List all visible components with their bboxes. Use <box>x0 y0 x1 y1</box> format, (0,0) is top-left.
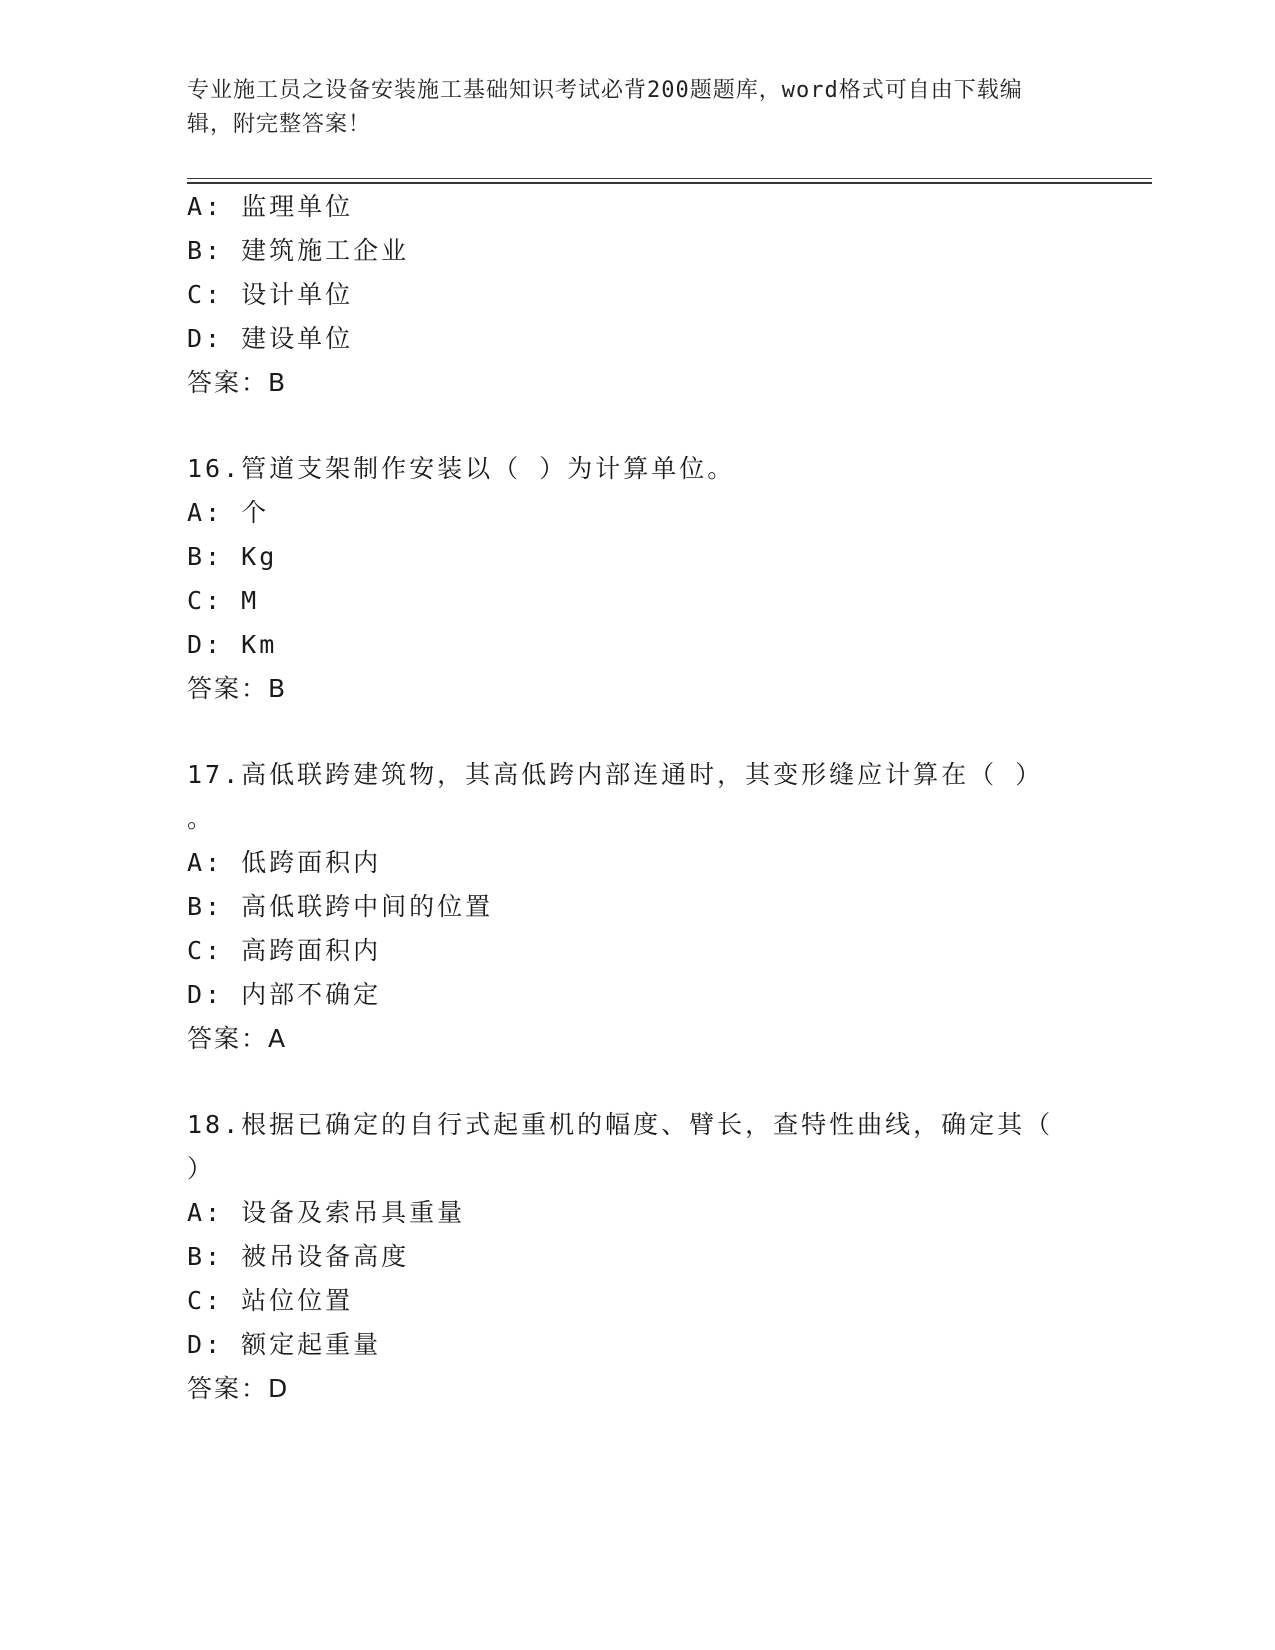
q16-option-a: A: 个 <box>187 498 270 527</box>
q16-option-c: C: M <box>187 586 260 615</box>
q16-option-d: D: Km <box>187 630 278 659</box>
q18-stem-continued: ） <box>187 1154 216 1183</box>
q17-option-b: B: 高低联跨中间的位置 <box>187 892 494 921</box>
q15-option-c: C: 设计单位 <box>187 280 354 309</box>
q17-stem-continued: 。 <box>187 804 216 833</box>
header-divider-thin <box>187 178 1152 179</box>
q18-option-c: C: 站位位置 <box>187 1286 354 1315</box>
header-divider-thick <box>187 182 1152 184</box>
q17-stem: 17.高低联跨建筑物，其高低跨内部连通时，其变形缝应计算在（ ） <box>187 760 1044 789</box>
q15-answer: 答案：B <box>187 368 288 397</box>
q18-option-b: B: 被吊设备高度 <box>187 1242 410 1271</box>
q16-answer: 答案：B <box>187 674 288 703</box>
q17-option-a: A: 低跨面积内 <box>187 848 382 877</box>
q18-option-d: D: 额定起重量 <box>187 1330 382 1359</box>
q17-answer: 答案：A <box>187 1024 288 1053</box>
document-header: 专业施工员之设备安装施工基础知识考试必背200题题库，word格式可自由下载编辑，附完整答案！ <box>187 78 1023 137</box>
q15-option-b: B: 建筑施工企业 <box>187 236 410 265</box>
q16-stem: 16.管道支架制作安装以（ ）为计算单位。 <box>187 454 736 483</box>
q15-option-d: D: 建设单位 <box>187 324 354 353</box>
q17-option-c: C: 高跨面积内 <box>187 936 382 965</box>
q15-option-a: A: 监理单位 <box>187 192 354 221</box>
q16-option-b: B: Kg <box>187 542 278 571</box>
q18-stem: 18.根据已确定的自行式起重机的幅度、臂长，查特性曲线，确定其（ <box>187 1110 1054 1139</box>
q18-answer: 答案：D <box>187 1374 290 1403</box>
q17-option-d: D: 内部不确定 <box>187 980 382 1009</box>
q18-option-a: A: 设备及索吊具重量 <box>187 1198 466 1227</box>
